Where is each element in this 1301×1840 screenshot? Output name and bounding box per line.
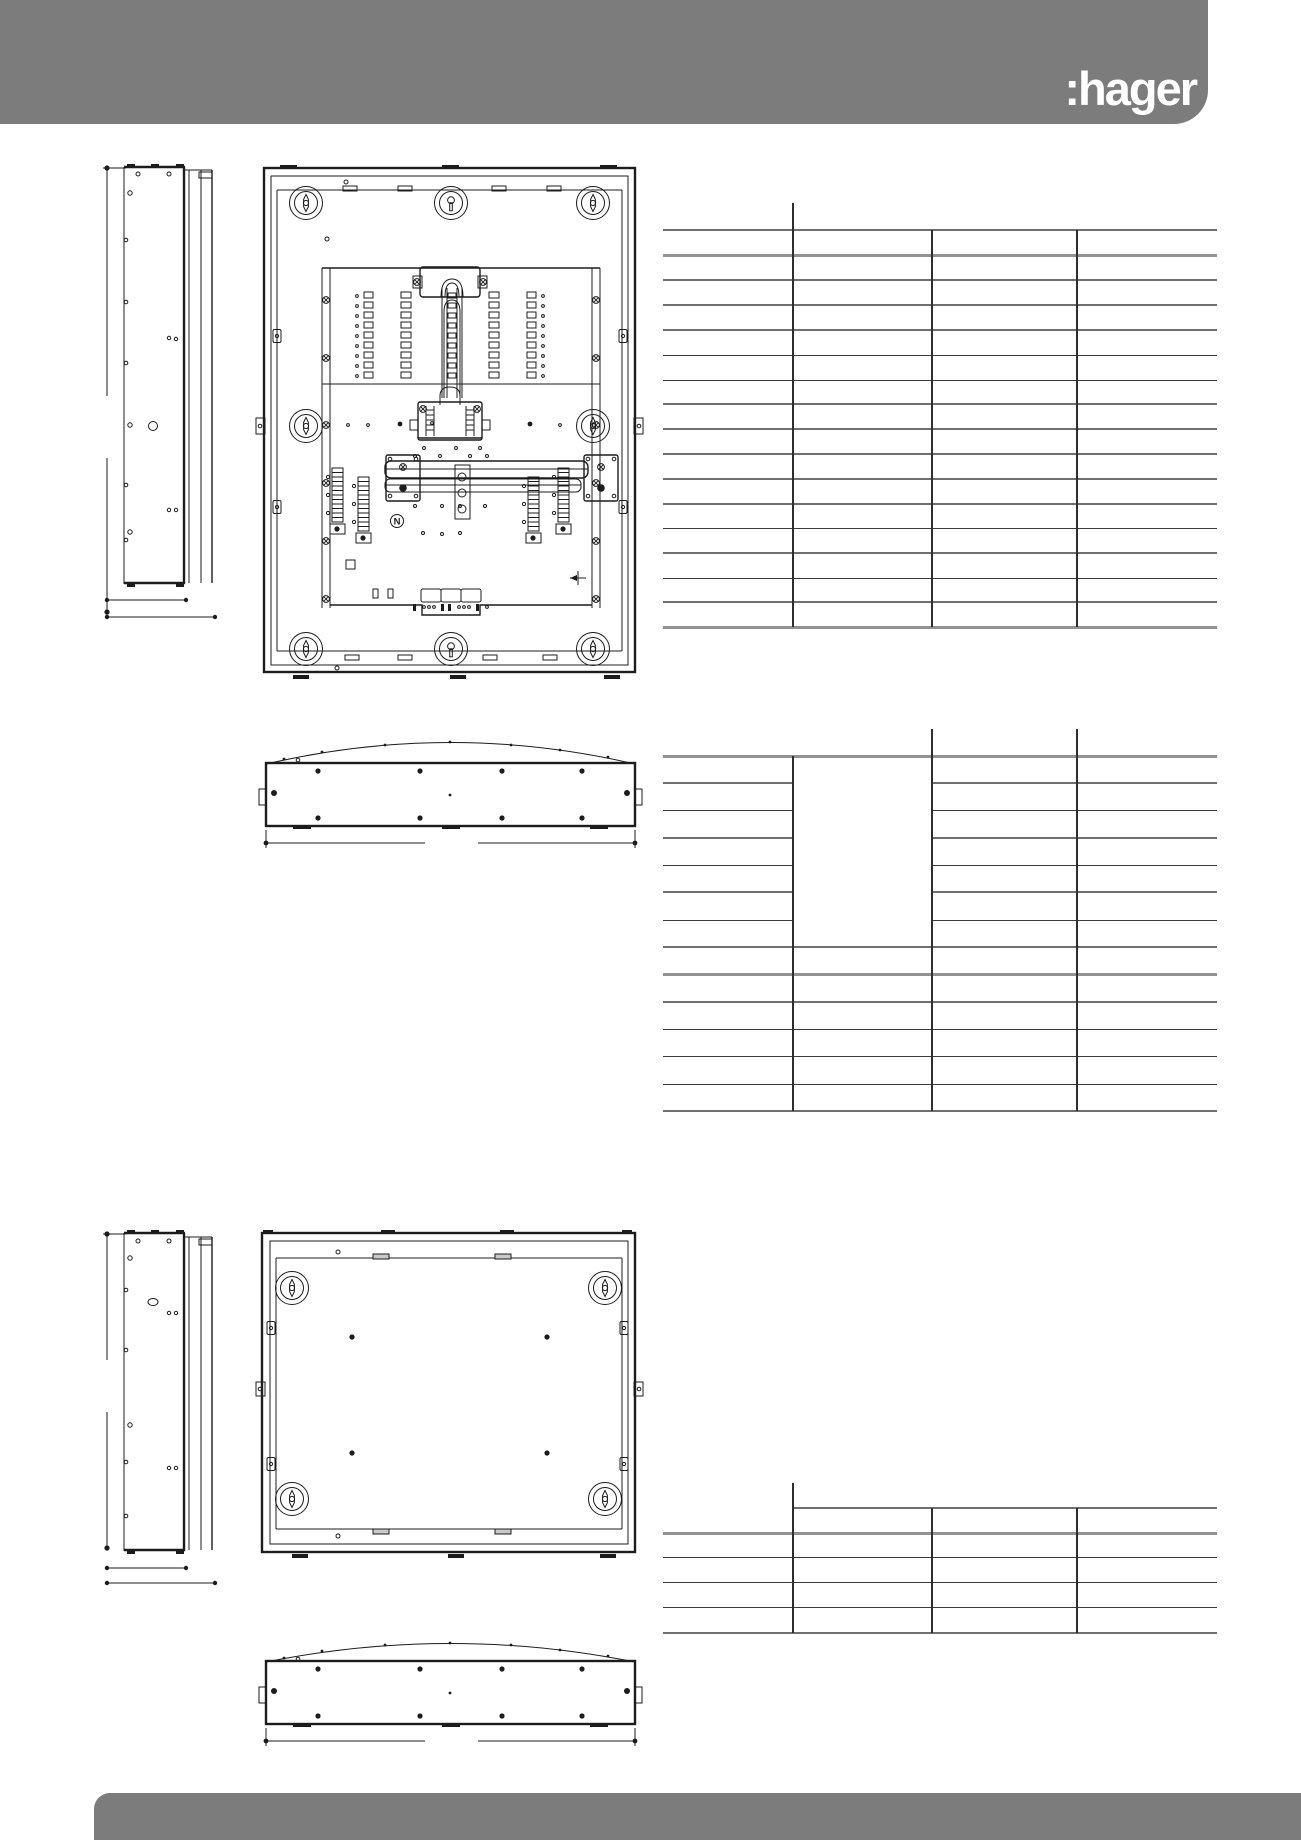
table-row-line — [663, 503, 1217, 505]
table-row-line — [663, 810, 793, 811]
table-row-line — [663, 920, 793, 921]
table-row-line — [932, 782, 1217, 784]
table-row-line — [663, 552, 1217, 554]
table-column-line — [1076, 756, 1078, 1111]
table-row-line — [663, 1029, 1217, 1030]
table-row-line — [663, 403, 1217, 405]
table-row-line — [663, 973, 1217, 976]
table-column-line — [1076, 729, 1078, 756]
neutral-label: N — [393, 516, 401, 528]
table-row-line — [932, 837, 1217, 839]
table-column-line — [792, 1508, 794, 1633]
table-row-line — [663, 428, 1217, 430]
table-row-line — [663, 1632, 1217, 1634]
table-row-line — [932, 891, 1217, 893]
table-row-line — [932, 810, 1217, 811]
table-row-line — [663, 755, 1217, 758]
table-column-line — [1076, 1508, 1078, 1633]
footer-bar — [94, 1793, 1301, 1840]
table-column-line — [931, 729, 933, 756]
table-row-line — [663, 1582, 1217, 1583]
table-row-line — [663, 946, 1217, 948]
table-column-line — [931, 1508, 933, 1633]
table-row-line — [663, 891, 793, 893]
table-row-line — [793, 1507, 1217, 1509]
table-row-line — [663, 380, 1217, 381]
table-column-line — [792, 1483, 794, 1508]
table-row-line — [663, 453, 1217, 455]
table-column-line — [792, 203, 794, 230]
table-row-line — [663, 1110, 1217, 1112]
table-row-line — [663, 782, 793, 784]
table-column-line — [931, 756, 933, 1111]
table-row-line — [663, 528, 1217, 529]
table-column-line — [792, 230, 794, 627]
table-row-line — [663, 865, 793, 866]
table-row-line — [663, 279, 1217, 281]
table-row-line — [663, 1084, 1217, 1085]
table-row-line — [663, 626, 1217, 629]
table-row-line — [663, 329, 1217, 331]
table-row-line — [663, 1532, 1217, 1535]
table-row-line — [663, 304, 1217, 306]
table-row-line — [663, 1056, 1217, 1057]
hager-logo: :hager — [1064, 62, 1196, 115]
table-row-line — [663, 1001, 1217, 1003]
table-row-line — [663, 837, 793, 839]
table-row-line — [663, 478, 1217, 480]
table-row-line — [663, 229, 1217, 231]
table-row-line — [663, 578, 1217, 579]
table-row-line — [663, 1557, 1217, 1558]
table-row-line — [932, 920, 1217, 921]
table-row-line — [663, 601, 1217, 603]
table-row-line — [663, 355, 1217, 356]
table-row-line — [932, 865, 1217, 866]
table-column-line — [1076, 230, 1078, 627]
table-row-line — [663, 1607, 1217, 1608]
table-column-line — [792, 756, 794, 1111]
table-column-line — [931, 230, 933, 627]
table-row-line — [663, 254, 1217, 257]
